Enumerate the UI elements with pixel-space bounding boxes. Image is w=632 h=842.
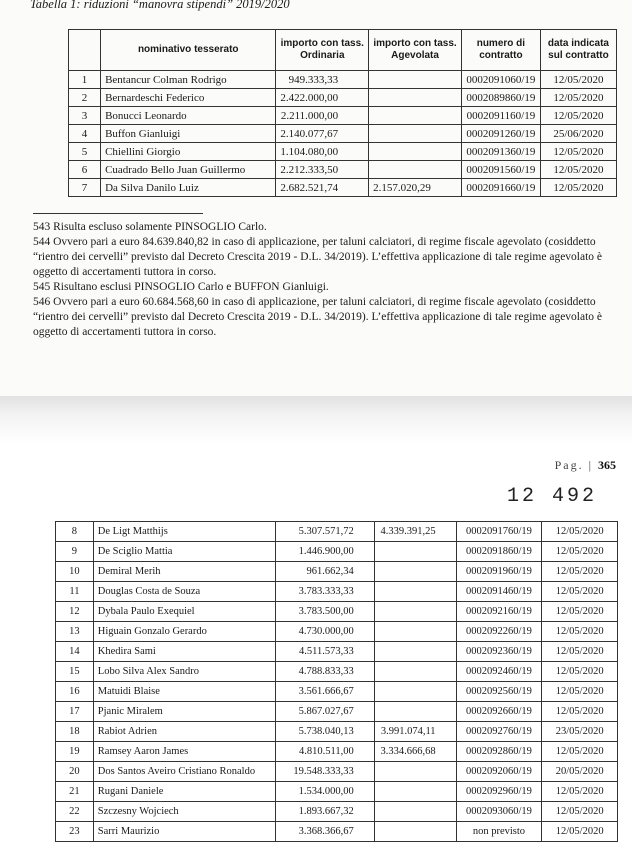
contract-date: 12/05/2020 bbox=[540, 71, 616, 89]
row-index: 18 bbox=[56, 722, 94, 742]
player-name: Higuain Gonzalo Gerardo bbox=[93, 622, 275, 642]
amount-agevolata bbox=[369, 71, 462, 89]
contract-number: 0002091260/19 bbox=[461, 125, 540, 143]
player-name: Rabiot Adrien bbox=[93, 722, 275, 742]
row-index: 8 bbox=[56, 522, 94, 542]
row-index: 17 bbox=[56, 702, 94, 722]
contract-number: 0002092960/19 bbox=[456, 782, 542, 802]
row-index: 23 bbox=[56, 822, 94, 842]
contract-date: 12/05/2020 bbox=[542, 582, 618, 602]
player-name: Buffon Gianluigi bbox=[101, 125, 276, 143]
contract-date: 12/05/2020 bbox=[542, 562, 618, 582]
contract-date: 12/05/2020 bbox=[542, 542, 618, 562]
contract-number: 0002091960/19 bbox=[456, 562, 542, 582]
amount-agevolata bbox=[374, 542, 456, 562]
table-row bbox=[69, 161, 617, 179]
table-row bbox=[56, 522, 618, 542]
amount-ordinary: 1.104.080,00 bbox=[276, 143, 369, 161]
amount-agevolata bbox=[374, 782, 456, 802]
header-contract: numero di contratto bbox=[461, 30, 540, 71]
player-name: Cuadrado Bello Juan Guillermo bbox=[101, 161, 276, 179]
page-label: Pag. | bbox=[554, 458, 593, 472]
table-row bbox=[56, 622, 618, 642]
table-row bbox=[69, 125, 617, 143]
contract-date: 12/05/2020 bbox=[542, 522, 618, 542]
amount-agevolata bbox=[369, 107, 462, 125]
player-name: Douglas Costa de Souza bbox=[93, 582, 275, 602]
amount-ordinary: 1.534.000,00 bbox=[275, 782, 374, 802]
contract-date: 12/05/2020 bbox=[542, 782, 618, 802]
contract-date: 12/05/2020 bbox=[540, 143, 616, 161]
contract-number: 0002091360/19 bbox=[461, 143, 540, 161]
contract-date: 12/05/2020 bbox=[542, 662, 618, 682]
amount-agevolata bbox=[374, 582, 456, 602]
row-index: 14 bbox=[56, 642, 94, 662]
contract-number: 0002091860/19 bbox=[456, 542, 542, 562]
contract-date: 12/05/2020 bbox=[542, 642, 618, 662]
amount-ordinary: 3.561.666,67 bbox=[275, 682, 374, 702]
header-date: data indicata sul contratto bbox=[540, 30, 616, 71]
contract-number: non previsto bbox=[456, 822, 542, 842]
row-index: 22 bbox=[56, 802, 94, 822]
player-name: Szczesny Wojciech bbox=[93, 802, 275, 822]
table-row bbox=[56, 542, 618, 562]
amount-agevolata bbox=[374, 682, 456, 702]
contract-date: 12/05/2020 bbox=[542, 742, 618, 762]
player-name: Da Silva Danilo Luiz bbox=[101, 179, 276, 197]
amount-agevolata bbox=[374, 802, 456, 822]
contract-number: 0002092660/19 bbox=[456, 702, 542, 722]
table-row bbox=[56, 742, 618, 762]
row-index: 5 bbox=[69, 143, 101, 161]
row-index: 20 bbox=[56, 762, 94, 782]
table-row bbox=[56, 602, 618, 622]
contract-number: 0002089860/19 bbox=[461, 89, 540, 107]
row-index: 15 bbox=[56, 662, 94, 682]
row-index: 12 bbox=[56, 602, 94, 622]
table-row bbox=[56, 682, 618, 702]
amount-agevolata bbox=[369, 89, 462, 107]
top-page bbox=[0, 0, 632, 396]
player-name: Lobo Silva Alex Sandro bbox=[93, 662, 275, 682]
amount-ordinary: 2.212.333,50 bbox=[276, 161, 369, 179]
row-index: 4 bbox=[69, 125, 101, 143]
contract-number: 0002091460/19 bbox=[456, 582, 542, 602]
table-body-bottom bbox=[56, 522, 618, 842]
amount-agevolata: 2.157.020,29 bbox=[369, 179, 462, 197]
amount-ordinary: 949.333,33 bbox=[276, 71, 369, 89]
table-row bbox=[69, 89, 617, 107]
amount-agevolata: 3.991.074,11 bbox=[374, 722, 456, 742]
contract-number: 0002091060/19 bbox=[461, 71, 540, 89]
contract-date: 25/06/2020 bbox=[540, 125, 616, 143]
amount-ordinary: 4.730.000,00 bbox=[275, 622, 374, 642]
header-agevolata: importo con tass. Agevolata bbox=[369, 30, 462, 71]
player-name: De Ligt Matthijs bbox=[93, 522, 275, 542]
contract-number: 0002092360/19 bbox=[456, 642, 542, 662]
amount-ordinary: 1.893.667,32 bbox=[275, 802, 374, 822]
amount-agevolata: 3.334.666,68 bbox=[374, 742, 456, 762]
amount-ordinary: 3.368.366,67 bbox=[275, 822, 374, 842]
table-caption: Tabella 1: riduzioni “manovra stipendi” 2019/2020 bbox=[30, 0, 290, 11]
contract-date: 12/05/2020 bbox=[542, 822, 618, 842]
amount-ordinary: 3.783.333,33 bbox=[275, 582, 374, 602]
footnote-544: 544 Ovvero pari a euro 84.639.840,82 in caso di applicazione, per taluni calciatori, di regime fiscale agevolato (cosiddetto “rientro dei cervelli” previsto dal Decreto Crescita 2019 - D.L. 34/2019). L’effettiva applicazione di tale regime agevolato è oggetto di accertamenti tuttora in corso. bbox=[33, 236, 603, 278]
contract-date: 12/05/2020 bbox=[542, 682, 618, 702]
contract-number: 0002091660/19 bbox=[461, 179, 540, 197]
contract-date: 12/05/2020 bbox=[542, 602, 618, 622]
amount-ordinary: 3.783.500,00 bbox=[275, 602, 374, 622]
row-index: 3 bbox=[69, 107, 101, 125]
footnote-545: 545 Risultano esclusi PINSOGLIO Carlo e BUFFON Gianluigi. bbox=[33, 281, 329, 293]
player-name: Chiellini Giorgio bbox=[101, 143, 276, 161]
table-row bbox=[69, 143, 617, 161]
amount-agevolata bbox=[374, 822, 456, 842]
player-name: Bernardeschi Federico bbox=[101, 89, 276, 107]
contract-date: 12/05/2020 bbox=[540, 89, 616, 107]
amount-ordinary: 5.867.027,67 bbox=[275, 702, 374, 722]
table-header-row bbox=[69, 30, 617, 71]
amount-agevolata bbox=[374, 762, 456, 782]
contract-date: 12/05/2020 bbox=[540, 179, 616, 197]
handwritten-page-stamp: 12 492 bbox=[506, 485, 597, 508]
table-row bbox=[56, 642, 618, 662]
player-name: Khedira Sami bbox=[93, 642, 275, 662]
amount-ordinary: 2.140.077,67 bbox=[276, 125, 369, 143]
row-index: 10 bbox=[56, 562, 94, 582]
amount-agevolata bbox=[369, 161, 462, 179]
amount-agevolata bbox=[374, 562, 456, 582]
player-name: Sarri Maurizio bbox=[93, 822, 275, 842]
contract-number: 0002092560/19 bbox=[456, 682, 542, 702]
table-row bbox=[69, 179, 617, 197]
row-index: 21 bbox=[56, 782, 94, 802]
table-row bbox=[69, 71, 617, 89]
footnote-rule bbox=[33, 213, 203, 214]
table-row bbox=[56, 582, 618, 602]
player-name: De Sciglio Mattia bbox=[93, 542, 275, 562]
player-name: Dos Santos Aveiro Cristiano Ronaldo bbox=[93, 762, 275, 782]
contract-date: 23/05/2020 bbox=[542, 722, 618, 742]
player-name: Rugani Daniele bbox=[93, 782, 275, 802]
player-name: Dybala Paulo Exequiel bbox=[93, 602, 275, 622]
header-index bbox=[69, 30, 101, 71]
row-index: 11 bbox=[56, 582, 94, 602]
footnote-546: 546 Ovvero pari a euro 60.684.568,60 in caso di applicazione, per taluni calciatori, di regime fiscale agevolato (cosiddetto “rientro dei cervelli” previsto dal Decreto Crescita 2019 - D.L. 34/2019). L’effettiva applicazione di tale regime agevolato è oggetto di accertamenti tuttora in corso. bbox=[33, 296, 603, 338]
amount-ordinary: 19.548.333,33 bbox=[275, 762, 374, 782]
amount-agevolata bbox=[369, 143, 462, 161]
row-index: 7 bbox=[69, 179, 101, 197]
row-index: 6 bbox=[69, 161, 101, 179]
amount-agevolata bbox=[374, 702, 456, 722]
salary-reduction-table bbox=[68, 29, 617, 197]
table-row bbox=[56, 702, 618, 722]
table-row bbox=[56, 822, 618, 842]
contract-number: 0002092760/19 bbox=[456, 722, 542, 742]
page-header bbox=[555, 458, 616, 473]
amount-ordinary: 4.788.833,33 bbox=[275, 662, 374, 682]
player-name: Ramsey Aaron James bbox=[93, 742, 275, 762]
table-body-top bbox=[69, 71, 617, 197]
amount-agevolata bbox=[374, 602, 456, 622]
amount-agevolata bbox=[374, 622, 456, 642]
footnotes bbox=[33, 220, 615, 340]
player-name: Pjanic Miralem bbox=[93, 702, 275, 722]
amount-agevolata: 4.339.391,25 bbox=[374, 522, 456, 542]
amount-agevolata bbox=[369, 125, 462, 143]
row-index: 13 bbox=[56, 622, 94, 642]
contract-date: 12/05/2020 bbox=[542, 702, 618, 722]
contract-date: 12/05/2020 bbox=[540, 107, 616, 125]
table-row bbox=[56, 802, 618, 822]
table-row bbox=[56, 782, 618, 802]
page-gap bbox=[0, 396, 632, 444]
contract-number: 0002092060/19 bbox=[456, 762, 542, 782]
player-name: Bonucci Leonardo bbox=[101, 107, 276, 125]
contract-date: 12/05/2020 bbox=[540, 161, 616, 179]
contract-number: 0002091160/19 bbox=[461, 107, 540, 125]
row-index: 19 bbox=[56, 742, 94, 762]
player-name: Bentancur Colman Rodrigo bbox=[101, 71, 276, 89]
amount-ordinary: 4.511.573,33 bbox=[275, 642, 374, 662]
table-row bbox=[56, 662, 618, 682]
table-row bbox=[56, 762, 618, 782]
page-number: 365 bbox=[598, 458, 616, 472]
contract-number: 0002092860/19 bbox=[456, 742, 542, 762]
contract-number: 0002092260/19 bbox=[456, 622, 542, 642]
salary-reduction-table-continued bbox=[55, 521, 618, 842]
contract-date: 12/05/2020 bbox=[542, 622, 618, 642]
row-index: 2 bbox=[69, 89, 101, 107]
header-name: nominativo tesserato bbox=[101, 30, 276, 71]
row-index: 16 bbox=[56, 682, 94, 702]
contract-date: 12/05/2020 bbox=[542, 802, 618, 822]
amount-agevolata bbox=[374, 642, 456, 662]
footnote-543: 543 Risulta escluso solamente PINSOGLIO Carlo. bbox=[33, 221, 267, 233]
contract-number: 0002092160/19 bbox=[456, 602, 542, 622]
amount-ordinary: 5.738.040,13 bbox=[275, 722, 374, 742]
player-name: Matuidi Blaise bbox=[93, 682, 275, 702]
amount-agevolata bbox=[374, 662, 456, 682]
contract-date: 20/05/2020 bbox=[542, 762, 618, 782]
amount-ordinary: 2.211.000,00 bbox=[276, 107, 369, 125]
contract-number: 0002091760/19 bbox=[456, 522, 542, 542]
amount-ordinary: 1.446.900,00 bbox=[275, 542, 374, 562]
row-index: 9 bbox=[56, 542, 94, 562]
amount-ordinary: 4.810.511,00 bbox=[275, 742, 374, 762]
contract-number: 0002093060/19 bbox=[456, 802, 542, 822]
header-ordinary: importo con tass. Ordinaria bbox=[276, 30, 369, 71]
amount-ordinary: 5.307.571,72 bbox=[275, 522, 374, 542]
table-row bbox=[69, 107, 617, 125]
table-row bbox=[56, 562, 618, 582]
player-name: Demiral Merih bbox=[93, 562, 275, 582]
row-index: 1 bbox=[69, 71, 101, 89]
amount-ordinary: 961.662,34 bbox=[275, 562, 374, 582]
amount-ordinary: 2.422.000,00 bbox=[276, 89, 369, 107]
contract-number: 0002092460/19 bbox=[456, 662, 542, 682]
table-row bbox=[56, 722, 618, 742]
contract-number: 0002091560/19 bbox=[461, 161, 540, 179]
amount-ordinary: 2.682.521,74 bbox=[276, 179, 369, 197]
